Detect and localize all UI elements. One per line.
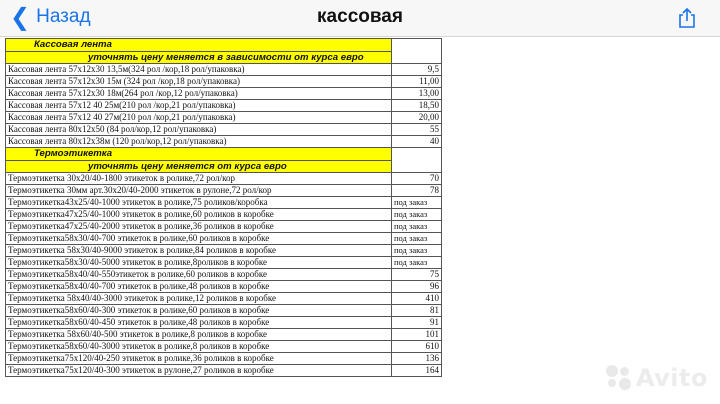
section-subheader (6, 160, 442, 173)
table-row (6, 136, 442, 148)
product-name: Термоэтикетка47х25/40-1000 этикеток в ролике,60 роликов в коробке (6, 209, 392, 221)
table-row (6, 64, 442, 76)
product-price: 96 (392, 281, 442, 293)
product-price: 40 (392, 136, 442, 148)
product-name: Термоэтикетка58х60/40-450 этикеток в ролике,48 роликов в коробке (6, 317, 392, 329)
product-price: под заказ (392, 245, 442, 257)
product-price: 610 (392, 341, 442, 353)
product-price: 164 (392, 365, 442, 377)
table-row (6, 100, 442, 112)
product-price: 20,00 (392, 112, 442, 124)
table-row (6, 233, 442, 245)
product-name: Термоэтикетка 58х30/40-9000 этикеток в ролике,84 роликов в коробке (6, 245, 392, 257)
table-row (6, 293, 442, 305)
product-name: Кассовая лента 57х12 40 25м(210 рол /кор,21 рол/упаковка) (6, 100, 392, 112)
section-header-thermal-labels (6, 148, 442, 161)
product-name: Термоэтикетка58х40/40-550этикеток в ролике,60 роликов в коробке (6, 269, 392, 281)
avito-watermark (606, 364, 708, 392)
table-row (6, 112, 442, 124)
product-name: Термоэтикетка47х25/40-2000 этикеток в ролике,36 роликов в коробке (6, 221, 392, 233)
table-row (6, 197, 442, 209)
table-row (6, 341, 442, 353)
table-row (6, 281, 442, 293)
navigation-bar (0, 0, 720, 37)
product-name: Термоэтикетка58х60/40-3000 этикеток в ролике,8 роликов в коробке (6, 341, 392, 353)
product-name: Термоэтикетка58х60/40-300 этикеток в ролике,60 роликов в коробке (6, 305, 392, 317)
chevron-left-icon: ❮ (10, 3, 31, 31)
product-price: 9,5 (392, 64, 442, 76)
share-icon[interactable] (676, 7, 698, 29)
table-row (6, 221, 442, 233)
product-price: под заказ (392, 209, 442, 221)
product-name: Термоэтикетка58х40/40-700 этикеток в ролике,48 роликов в коробке (6, 281, 392, 293)
section-note: уточнять цену меняется от курса евро (6, 160, 392, 173)
product-name: Термоэтикетка43х25/40-1000 этикеток в ролике,75 роликов/коробка (6, 197, 392, 209)
product-price: 70 (392, 173, 442, 185)
product-name: Термоэтикетка75х120/40-300 этикеток в рулоне,27 роликов в коробке (6, 365, 392, 377)
product-name: Термоэтикетка75х120/40-250 этикеток в ролике,36 роликов в коробке (6, 353, 392, 365)
page-title: кассовая (317, 6, 403, 27)
table-row (6, 365, 442, 377)
table-row (6, 245, 442, 257)
table-row (6, 173, 442, 185)
table-row (6, 185, 442, 197)
price-table (5, 38, 442, 377)
section-note: уточнять цену меняется в зависимости от курса евро (6, 51, 392, 64)
product-price: 55 (392, 124, 442, 136)
table-row (6, 305, 442, 317)
table-row (6, 257, 442, 269)
product-name: Кассовая лента 80х12х50 (84 рол/кор,12 рол/упаковка) (6, 124, 392, 136)
product-price: 91 (392, 317, 442, 329)
table-row (6, 124, 442, 136)
table-row (6, 353, 442, 365)
table-row (6, 329, 442, 341)
product-price: 75 (392, 269, 442, 281)
product-price: под заказ (392, 257, 442, 269)
product-price: 11,00 (392, 76, 442, 88)
table-row (6, 269, 442, 281)
table-row (6, 88, 442, 100)
section-header-receipt-tape (6, 39, 442, 52)
product-price: под заказ (392, 233, 442, 245)
product-name: Кассовая лента 57х12 40 27м(210 рол /кор,21 рол/упаковка) (6, 112, 392, 124)
header-spacer (392, 148, 442, 173)
product-price: 78 (392, 185, 442, 197)
product-name: Термоэтикетка 30х20/40-1800 этикеток в ролике,72 рол/кор (6, 173, 392, 185)
back-label: Назад (36, 6, 91, 27)
table-row (6, 209, 442, 221)
product-price: под заказ (392, 221, 442, 233)
watermark-text: Avito (635, 364, 708, 392)
price-spreadsheet (5, 38, 441, 377)
table-row (6, 317, 442, 329)
section-title: Термоэтикетка (6, 148, 392, 161)
product-price: 136 (392, 353, 442, 365)
table-row (6, 76, 442, 88)
section-title: Кассовая лента (6, 39, 392, 52)
product-name: Термоэтикетка 58х60/40-500 этикеток в ролике,8 роликов в коробке (6, 329, 392, 341)
product-name: Термоэтикетка 58х40/40-3000 этикеток в ролике,12 роликов в коробке (6, 293, 392, 305)
product-name: Кассовая лента 57х12х30 15м (324 рол /кор,18 рол/упаковка) (6, 76, 392, 88)
avito-logo-icon (606, 365, 632, 391)
product-price: 13,00 (392, 88, 442, 100)
product-name: Термоэтикетка58х30/40-700 этикеток в ролике,60 роликов в коробке (6, 233, 392, 245)
header-spacer (392, 39, 442, 64)
product-name: Кассовая лента 57х12х30 13,5м(324 рол /кор,18 рол/упаковка) (6, 64, 392, 76)
product-price: 81 (392, 305, 442, 317)
product-price: 18,50 (392, 100, 442, 112)
product-price: 410 (392, 293, 442, 305)
product-name: Термоэтикетка 30мм арт.30х20/40-2000 этикеток в рулоне,72 рол/кор (6, 185, 392, 197)
product-price: 101 (392, 329, 442, 341)
section-subheader (6, 51, 442, 64)
product-name: Кассовая лента 80х12х38м (120 рол/кор,12 рол/упаковка) (6, 136, 392, 148)
product-name: Термоэтикетка58х30/40-5000 этикеток в ролике,8роликов в коробке (6, 257, 392, 269)
product-price: под заказ (392, 197, 442, 209)
product-name: Кассовая лента 57х12х30 18м(264 рол /кор,12 рол/упаковка) (6, 88, 392, 100)
